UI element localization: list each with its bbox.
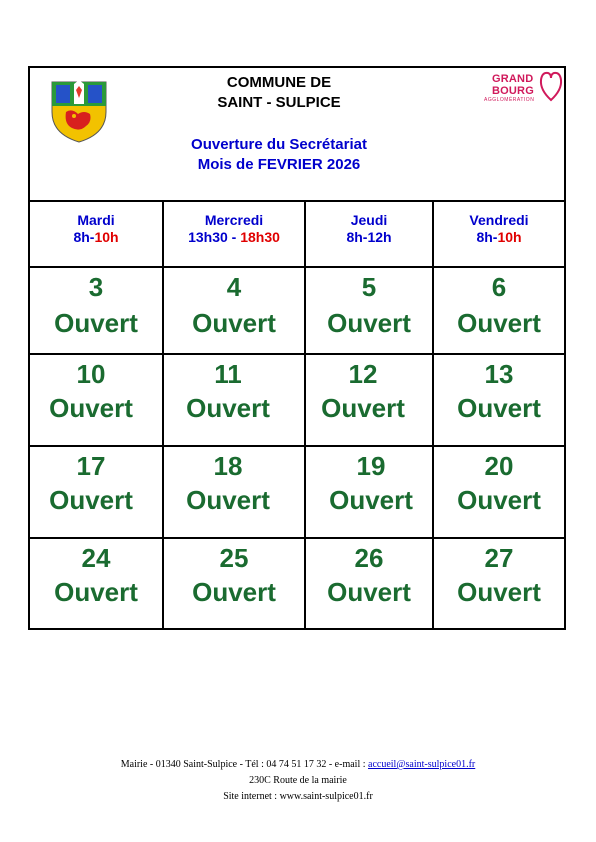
day-status: Ouvert: [192, 308, 276, 338]
day-status: Ouvert: [457, 485, 541, 515]
grand-bourg-logo: [484, 70, 566, 110]
day-number: 19: [356, 451, 386, 481]
calendar-cell: [434, 355, 564, 445]
commune-title-line1: COMMUNE DE: [226, 74, 332, 91]
day-number: 13: [484, 359, 514, 389]
calendar-cell: [434, 268, 564, 353]
day-number: 11: [214, 359, 242, 389]
weekday-name: Mercredi: [204, 212, 264, 228]
weekday-name: Mardi: [77, 212, 115, 228]
calendar-cell: [164, 447, 292, 537]
footer-email-link[interactable]: accueil@saint-sulpice01.fr: [368, 759, 476, 770]
heart-icon: [538, 70, 564, 102]
day-number: 26: [354, 543, 384, 573]
day-status: Ouvert: [327, 577, 411, 607]
day-status: Ouvert: [54, 308, 138, 338]
footer-street-address: 230C Route de la mairie: [249, 775, 347, 786]
calendar-cell: [306, 355, 420, 445]
day-status: Ouvert: [186, 393, 270, 423]
day-status: Ouvert: [457, 393, 541, 423]
header: [30, 68, 564, 202]
day-number: 25: [219, 543, 249, 573]
day-number: 6: [491, 272, 507, 302]
subtitle-line1: Ouverture du Secrétariat: [191, 136, 367, 153]
day-number: 17: [76, 451, 106, 481]
day-status: Ouvert: [49, 393, 133, 423]
day-status: Ouvert: [54, 577, 138, 607]
day-status: Ouvert: [321, 393, 405, 423]
calendar-cell: [30, 268, 162, 353]
weekday-vendredi: [434, 202, 564, 266]
day-status: Ouvert: [327, 308, 411, 338]
weekday-mardi: [30, 202, 162, 266]
calendar-cell: [306, 268, 432, 353]
calendar-cell: [164, 268, 304, 353]
subtitle-line2: Mois de FEVRIER 2026: [197, 156, 361, 173]
day-number: 3: [88, 272, 104, 302]
footer-contact-line: [0, 759, 596, 770]
day-number: 18: [213, 451, 243, 481]
day-status: Ouvert: [192, 577, 276, 607]
day-number: 24: [81, 543, 111, 573]
day-number: 12: [348, 359, 378, 389]
calendar-cell: [164, 355, 292, 445]
day-number: 4: [226, 272, 242, 302]
weekday-hours: 8h-10h: [73, 229, 119, 245]
weekday-header-row: [30, 202, 564, 268]
logo-text-bourg: BOURG: [492, 85, 534, 97]
calendar-cell: [434, 539, 564, 630]
day-status: Ouvert: [329, 485, 413, 515]
calendar-cell: [434, 447, 564, 537]
calendar-cell: [306, 539, 432, 630]
day-number: 5: [361, 272, 377, 302]
weekday-name: Vendredi: [469, 212, 529, 228]
weekday-hours: 8h-12h: [346, 229, 392, 245]
day-status: Ouvert: [457, 577, 541, 607]
weekday-hours: 13h30 - 18h30: [188, 229, 280, 245]
weekday-jeudi: [306, 202, 432, 266]
day-number: 27: [484, 543, 514, 573]
calendar-cell: [30, 539, 162, 630]
calendar-cell: [30, 355, 152, 445]
logo-text-grand: GRAND: [492, 73, 534, 85]
weekday-hours: 8h-10h: [476, 229, 522, 245]
footer-website: Site internet : www.saint-sulpice01.fr: [223, 791, 373, 802]
day-number: 20: [484, 451, 514, 481]
calendar-cell: [164, 539, 304, 630]
calendar-cell: [306, 447, 436, 537]
calendar-cell: [30, 447, 152, 537]
weekday-name: Jeudi: [350, 212, 388, 228]
commune-title-line2: SAINT - SULPICE: [217, 94, 341, 111]
day-status: Ouvert: [49, 485, 133, 515]
day-status: Ouvert: [457, 308, 541, 338]
day-number: 10: [76, 359, 106, 389]
day-status: Ouvert: [186, 485, 270, 515]
weekday-mercredi: [164, 202, 304, 266]
footer-address-phone: Mairie - 01340 Saint-Sulpice - Tél : 04 74 51 17 32 - e-mail :: [120, 759, 369, 770]
logo-text-agglomeration: AGGLOMÉRATION: [484, 97, 535, 103]
schedule-frame: [28, 66, 566, 630]
